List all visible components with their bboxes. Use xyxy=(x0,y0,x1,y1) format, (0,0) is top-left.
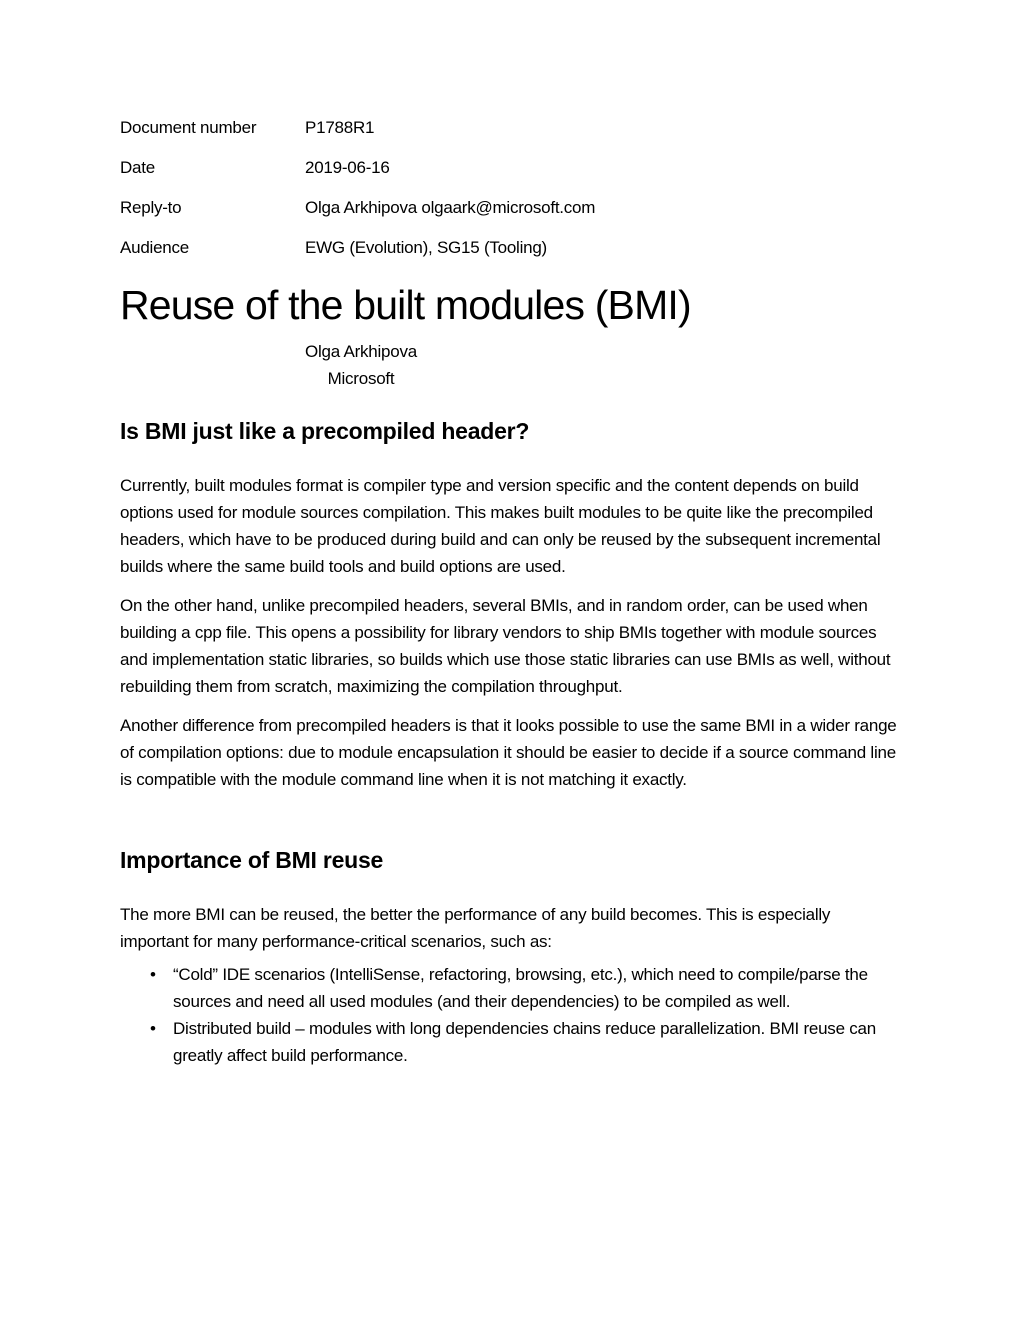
document-content xyxy=(0,118,1020,1069)
metadata-value-audience: EWG (Evolution), SG15 (Tooling) xyxy=(305,238,547,257)
metadata-row-audience xyxy=(120,238,900,278)
metadata-value-reply-to: Olga Arkhipova olgaark@microsoft.com xyxy=(305,198,596,217)
bullet-list xyxy=(120,961,900,1069)
author-block xyxy=(120,338,602,392)
metadata-label: Document number xyxy=(120,118,257,137)
paragraph: The more BMI can be reused, the better the performance of any build becomes. This is especially important for many performance-critical scenarios, such as: xyxy=(120,905,831,951)
metadata-label: Reply-to xyxy=(120,198,182,217)
section-heading-precompiled-header: Is BMI just like a precompiled header? xyxy=(120,418,530,444)
author-affiliation: Microsoft xyxy=(327,369,395,388)
metadata-label: Audience xyxy=(120,238,189,257)
list-item xyxy=(120,1015,900,1069)
metadata-value-document-number: P1788R1 xyxy=(305,118,375,137)
bullet-icon: • xyxy=(150,1019,156,1038)
paragraph: Another difference from precompiled headers is that it looks possible to use the same BMI in a wider range of compilation options: due to module encapsulation it should be easier to decide if a source command line is compatible with the module command line when it is not matching it exactly. xyxy=(120,716,897,789)
metadata-row-date xyxy=(120,158,900,198)
metadata-row-reply-to xyxy=(120,198,900,238)
list-item xyxy=(120,961,900,1015)
section-heading-importance: Importance of BMI reuse xyxy=(120,847,384,873)
paragraph: Currently, built modules format is compiler type and version specific and the content depends on build options used for module sources compilation. This makes built modules to be quite like the precompiled headers, which have to be produced during build and can only be reused by the subsequent incremental builds where the same build tools and build options are used. xyxy=(120,476,881,576)
section-precompiled-header xyxy=(120,416,900,793)
list-item-text: Distributed build – modules with long dependencies chains reduce parallelization. BMI reuse can greatly affect build performance. xyxy=(173,1019,876,1065)
bullet-icon: • xyxy=(150,965,156,984)
section-importance-of-bmi-reuse xyxy=(120,845,900,1069)
metadata-value-date: 2019-06-16 xyxy=(305,158,390,177)
metadata-table xyxy=(120,118,900,278)
metadata-row-document-number xyxy=(120,118,900,158)
metadata-label: Date xyxy=(120,158,155,177)
document-title: Reuse of the built modules (BMI) xyxy=(120,282,691,328)
list-item-text: “Cold” IDE scenarios (IntelliSense, refactoring, browsing, etc.), which need to compile/parse the sources and need all used modules (and their dependencies) to be compiled as well. xyxy=(173,965,868,1011)
paragraph: On the other hand, unlike precompiled headers, several BMIs, and in random order, can be used when building a cpp file. This opens a possibility for library vendors to ship BMIs together with module sources and implementation static libraries, so builds which use those static libraries can use BMIs as well, without rebuilding them from scratch, maximizing the compilation throughput. xyxy=(120,596,891,696)
document-page xyxy=(0,118,1020,1320)
author-name: Olga Arkhipova xyxy=(305,342,417,361)
